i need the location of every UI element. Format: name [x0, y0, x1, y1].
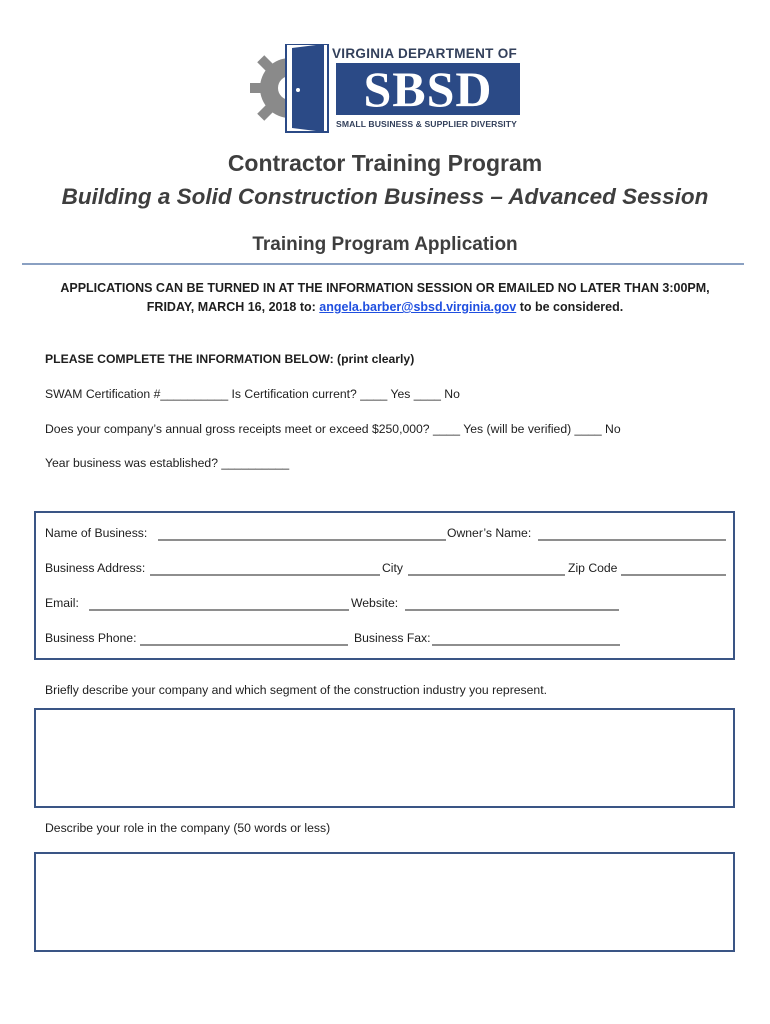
business-phone-label: Business Phone: [45, 631, 137, 645]
email-link[interactable]: angela.barber@sbsd.virginia.gov [319, 300, 517, 314]
business-name-label: Name of Business: [45, 526, 148, 540]
zip-code-label: Zip Code [568, 561, 618, 575]
logo-bottom-text: SMALL BUSINESS & SUPPLIER DIVERSITY [336, 119, 517, 129]
company-description-label: Briefly describe your company and which segment of the construction industry you represent. [45, 683, 547, 697]
notice-prefix: FRIDAY, MARCH 16, 2018 to: [146, 300, 320, 314]
form-title: Training Program Application [252, 234, 518, 255]
instructions: PLEASE COMPLETE THE INFORMATION BELOW: (print clearly) [45, 352, 415, 366]
business-address-field[interactable] [150, 561, 380, 577]
business-phone-field[interactable] [140, 631, 348, 647]
email-label: Email: [45, 596, 79, 610]
role-description-box[interactable] [34, 852, 735, 952]
receipts-question[interactable]: Does your company’s annual gross receipts meet or exceed $250,000? ____ Yes (will be verified) ____ No [45, 422, 621, 436]
logo-top-text: VIRGINIA DEPARTMENT OF [332, 46, 518, 61]
established-question[interactable]: Year business was established? __________ [45, 456, 290, 470]
door-icon [284, 44, 330, 134]
email-field[interactable] [89, 596, 349, 612]
zip-code-field[interactable] [621, 561, 726, 577]
owner-name-field[interactable] [538, 526, 726, 542]
company-description-box[interactable] [34, 708, 735, 808]
notice-suffix: to be considered. [516, 300, 624, 314]
logo-main-text: SBSD [336, 63, 520, 115]
business-address-label: Business Address: [45, 561, 146, 575]
business-name-field[interactable] [158, 526, 446, 542]
business-fax-field[interactable] [432, 631, 620, 647]
submission-notice [30, 279, 740, 317]
owner-name-label: Owner’s Name: [447, 526, 532, 540]
business-fax-label: Business Fax: [354, 631, 431, 645]
website-label: Website: [351, 596, 399, 610]
role-description-label: Describe your role in the company (50 words or less) [45, 821, 331, 835]
header-divider [22, 263, 744, 265]
notice-line-1: APPLICATIONS CAN BE TURNED IN AT THE INFORMATION SESSION OR EMAILED NO LATER THAN 3:00PM, [60, 281, 710, 295]
notice-line-2 [30, 298, 740, 317]
page-subtitle: Building a Solid Construction Business – Advanced Session [61, 184, 709, 209]
swam-question[interactable]: SWAM Certification #__________ Is Certification current? ____ Yes ____ No [45, 387, 460, 401]
website-field[interactable] [405, 596, 619, 612]
city-label: City [382, 561, 403, 575]
city-field[interactable] [408, 561, 565, 577]
page-title: Contractor Training Program [227, 150, 543, 176]
